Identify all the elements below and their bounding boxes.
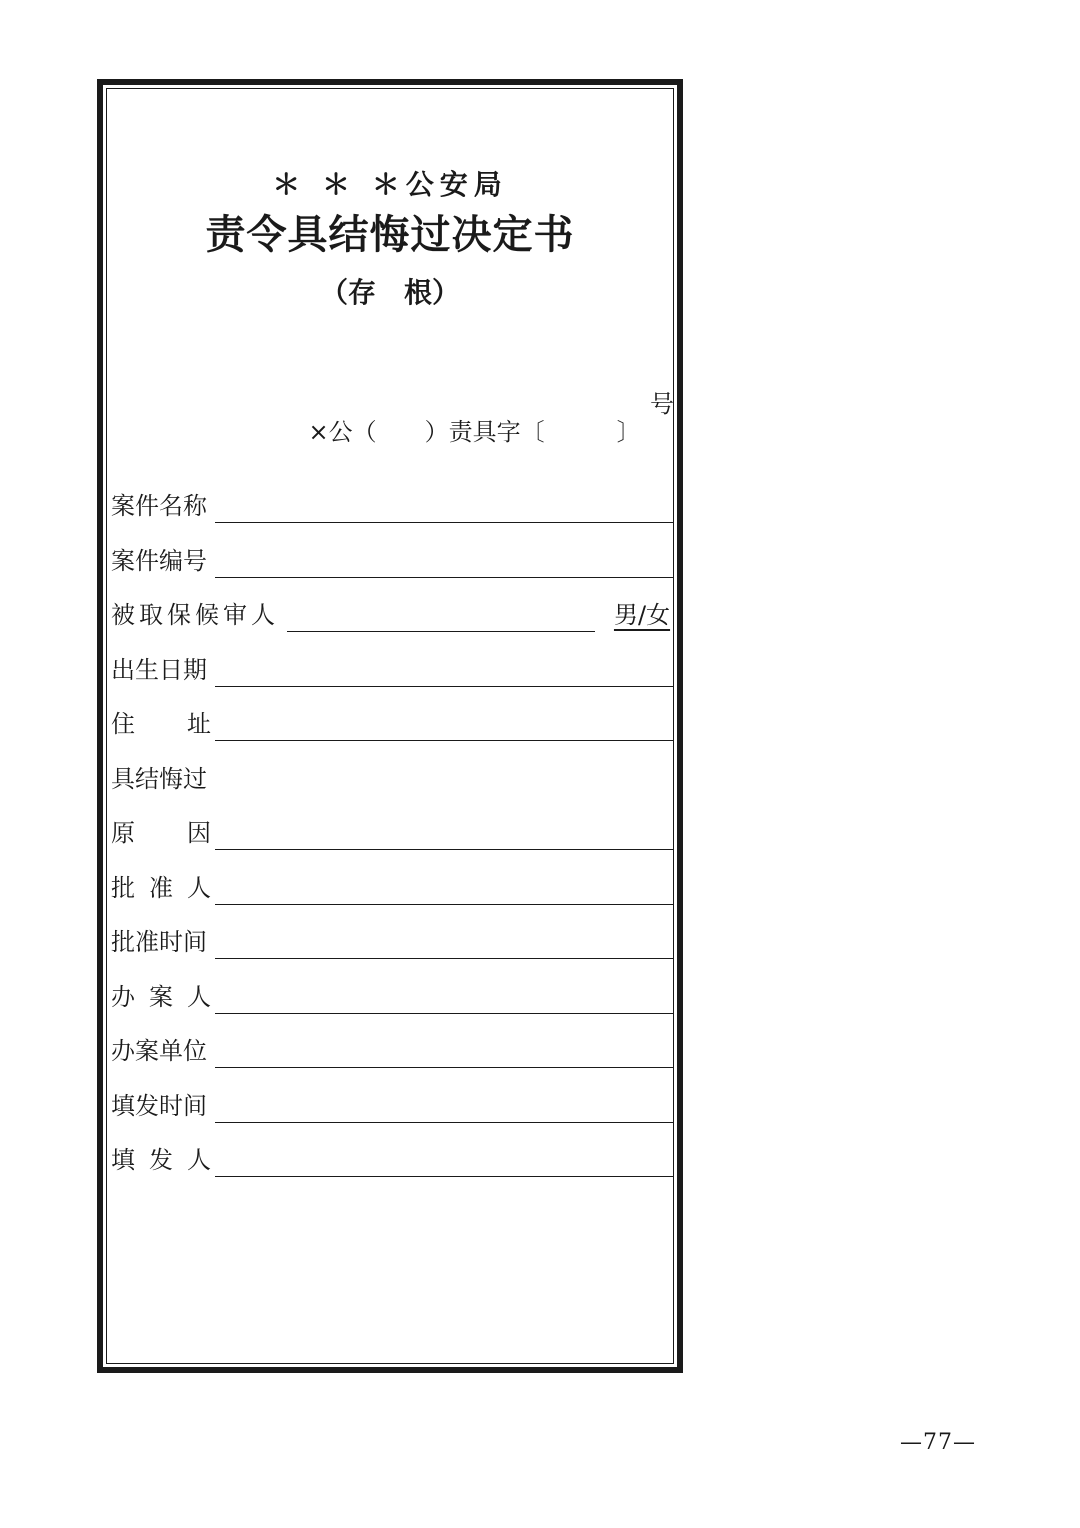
approval-time-line[interactable] [215, 958, 673, 959]
issuer-label-part: 填 [111, 1146, 135, 1174]
issuer-label [111, 1140, 211, 1175]
case-name-field [111, 485, 673, 525]
approver-field [111, 867, 673, 907]
approver-label [111, 868, 211, 903]
approval-time-field [111, 921, 673, 961]
handler-label [111, 977, 211, 1012]
approver-label-part: 批 [111, 874, 135, 902]
approver-label-part: 人 [187, 874, 211, 902]
address-label [111, 704, 211, 739]
agency-name: ＊ ＊ ＊公安局 [272, 168, 508, 201]
approver-line[interactable] [215, 904, 673, 905]
gender-option[interactable]: 男/女 [613, 601, 671, 629]
case-number-label: 案件编号 [111, 547, 207, 575]
document-number-prefix: ×公（ ）责具字〔 〕 [308, 418, 641, 446]
case-name-line[interactable] [215, 522, 673, 523]
reason-label [111, 813, 211, 848]
handler-label-part: 人 [187, 983, 211, 1011]
issuer-label-part: 发 [149, 1146, 173, 1174]
issue-time-field [111, 1085, 673, 1125]
birth-date-field [111, 649, 673, 689]
address-line[interactable] [215, 740, 673, 741]
issuer-line[interactable] [215, 1176, 673, 1177]
address-label-part: 址 [187, 710, 211, 738]
document-title: 责令具结悔过决定书 [205, 211, 575, 258]
handler-label-part: 办 [111, 983, 135, 1011]
birth-date-line[interactable] [215, 686, 673, 687]
document-number-suffix: 号 [650, 390, 674, 418]
issue-time-line[interactable] [215, 1122, 673, 1123]
birth-date-label: 出生日期 [111, 656, 207, 684]
approver-label-part: 准 [149, 874, 173, 902]
document-subtitle: （存 根） [319, 276, 460, 309]
handling-unit-field [111, 1030, 673, 1070]
reason-label-line1: 具结悔过 [111, 765, 207, 793]
page-number: —77— [900, 1430, 976, 1455]
reason-heading [111, 758, 673, 798]
reason-field [111, 812, 673, 852]
case-name-label: 案件名称 [111, 492, 207, 520]
approval-time-label: 批准时间 [111, 928, 207, 956]
reason-label-part: 原 [111, 819, 135, 847]
case-number-line[interactable] [215, 577, 673, 578]
suspect-field [111, 594, 673, 634]
address-field [111, 703, 673, 743]
address-label-part: 住 [111, 710, 135, 738]
handler-line[interactable] [215, 1013, 673, 1014]
suspect-label: 被取保候审人 [111, 601, 279, 629]
case-number-field [111, 540, 673, 580]
handling-unit-label: 办案单位 [111, 1037, 207, 1065]
issuer-label-part: 人 [187, 1146, 211, 1174]
reason-line[interactable] [215, 849, 673, 850]
handler-field [111, 976, 673, 1016]
issuer-field [111, 1139, 673, 1179]
form-frame [97, 79, 683, 1373]
handling-unit-line[interactable] [215, 1067, 673, 1068]
suspect-line[interactable] [287, 631, 595, 632]
handler-label-part: 案 [149, 983, 173, 1011]
reason-label-part: 因 [187, 819, 211, 847]
issue-time-label: 填发时间 [111, 1092, 207, 1120]
